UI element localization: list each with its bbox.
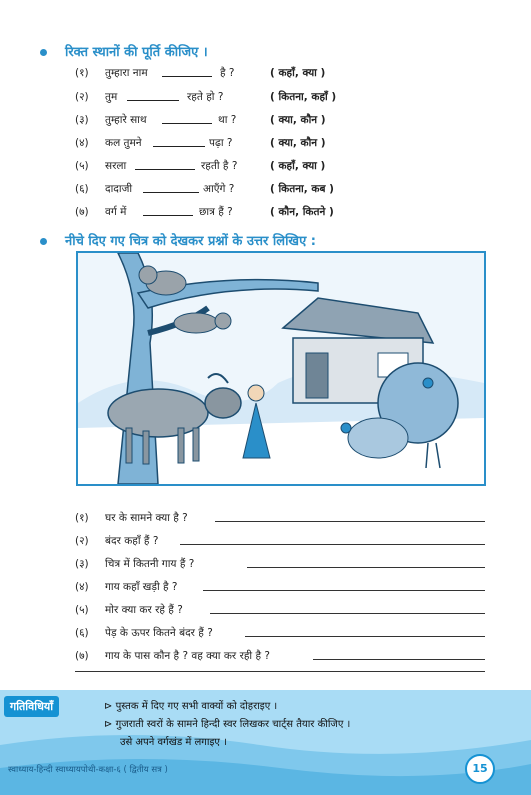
pointer-icon: ⊳ [104, 701, 113, 712]
question-text: मोर क्या कर रहे हैं ? [105, 604, 183, 616]
item-right-text: रहती है ? [201, 160, 238, 172]
activity-item [104, 716, 350, 730]
activity-text-continued: उसे अपने वर्गखंड में लगाइए । [120, 737, 227, 748]
item-left-text: तुम्हारा नाम [105, 67, 148, 79]
question-number: (१) [75, 512, 89, 524]
activity-text: पुस्तक में दिए गए सभी वाक्यों को दोहराइए । [115, 701, 278, 712]
question-text: चित्र में कितनी गाय हैं ? [105, 558, 195, 570]
answer-blank[interactable] [153, 146, 205, 147]
answer-line[interactable] [215, 521, 485, 522]
item-right-text: था ? [218, 114, 237, 126]
item-number: (७) [75, 206, 89, 218]
item-left-text: तुम्हारे साथ [105, 114, 147, 126]
page-number: 15 [465, 754, 495, 784]
question-number: (४) [75, 581, 89, 593]
question-number: (७) [75, 650, 89, 662]
answer-line[interactable] [245, 636, 485, 637]
item-hint: ( कहाँ, क्या ) [270, 160, 326, 172]
answer-blank[interactable] [135, 169, 195, 170]
question-text: गाय के पास कौन है ? वह क्या कर रही है ? [105, 650, 270, 662]
item-right-text: छात्र हैं ? [199, 206, 233, 218]
question-number: (२) [75, 535, 89, 547]
item-hint: ( कितना, कब ) [270, 183, 334, 195]
item-hint: ( कौन, कितने ) [270, 206, 334, 218]
question-number: (५) [75, 604, 89, 616]
answer-line[interactable] [247, 567, 485, 568]
bullet-icon [40, 238, 47, 245]
item-hint: ( क्या, कौन ) [270, 114, 326, 126]
answer-line-continued[interactable] [75, 671, 485, 672]
question-text: पेड़ के ऊपर कितने बंदर हैं ? [105, 627, 213, 639]
question-number: (६) [75, 627, 89, 639]
item-right-text: है ? [220, 67, 235, 79]
answer-line[interactable] [210, 613, 485, 614]
activity-text: गुजराती स्वरों के सामने हिन्दी स्वर लिखकर चार्ट्स तैयार कीजिए । [115, 719, 351, 730]
section-1-heading [40, 42, 208, 60]
question-text: बंदर कहाँ हैं ? [105, 535, 159, 547]
book-title-footer: स्वाध्याय-हिन्दी स्वाध्यायपोथी-कक्षा-६ ( द्वितीय सत्र ) [8, 765, 168, 775]
item-number: (५) [75, 160, 89, 172]
answer-line[interactable] [313, 659, 485, 660]
item-hint: ( कहाँ, क्या ) [270, 67, 326, 79]
question-text: गाय कहाँ खड़ी है ? [105, 581, 178, 593]
scene-image [78, 253, 484, 484]
section-2-heading [40, 231, 316, 249]
item-left-text: दादाजी [105, 183, 133, 195]
item-hint: ( क्या, कौन ) [270, 137, 326, 149]
answer-blank[interactable] [162, 76, 212, 77]
item-number: (१) [75, 67, 89, 79]
item-left-text: वर्ग में [105, 206, 127, 218]
answer-blank[interactable] [143, 215, 193, 216]
bullet-icon [40, 49, 47, 56]
answer-blank[interactable] [143, 192, 199, 193]
item-number: (४) [75, 137, 89, 149]
activities-footer [0, 690, 531, 795]
item-hint: ( कितना, कहाँ ) [270, 91, 337, 103]
item-right-text: रहते हो ? [187, 91, 224, 103]
answer-line[interactable] [180, 544, 485, 545]
activities-tag: गतिविधियाँ [4, 696, 59, 717]
scene-illustration [76, 251, 486, 486]
item-left-text: तुम [105, 91, 118, 103]
section-2-heading-text: नीचे दिए गए चित्र को देखकर प्रश्नों के उत्तर लिखिए : [65, 234, 316, 249]
item-number: (३) [75, 114, 89, 126]
pointer-icon: ⊳ [104, 719, 113, 730]
section-1-heading-text: रिक्त स्थानों की पूर्ति कीजिए । [65, 45, 208, 60]
item-right-text: पढ़ा ? [209, 137, 233, 149]
item-left-text: कल तुमने [105, 137, 142, 149]
answer-blank[interactable] [162, 123, 212, 124]
answer-blank[interactable] [127, 100, 179, 101]
item-number: (६) [75, 183, 89, 195]
question-number: (३) [75, 558, 89, 570]
item-right-text: आएँगे ? [203, 183, 235, 195]
question-text: घर के सामने क्या है ? [105, 512, 188, 524]
answer-line[interactable] [203, 590, 485, 591]
item-number: (२) [75, 91, 89, 103]
activity-item [104, 698, 277, 712]
item-left-text: सरला [105, 160, 127, 172]
